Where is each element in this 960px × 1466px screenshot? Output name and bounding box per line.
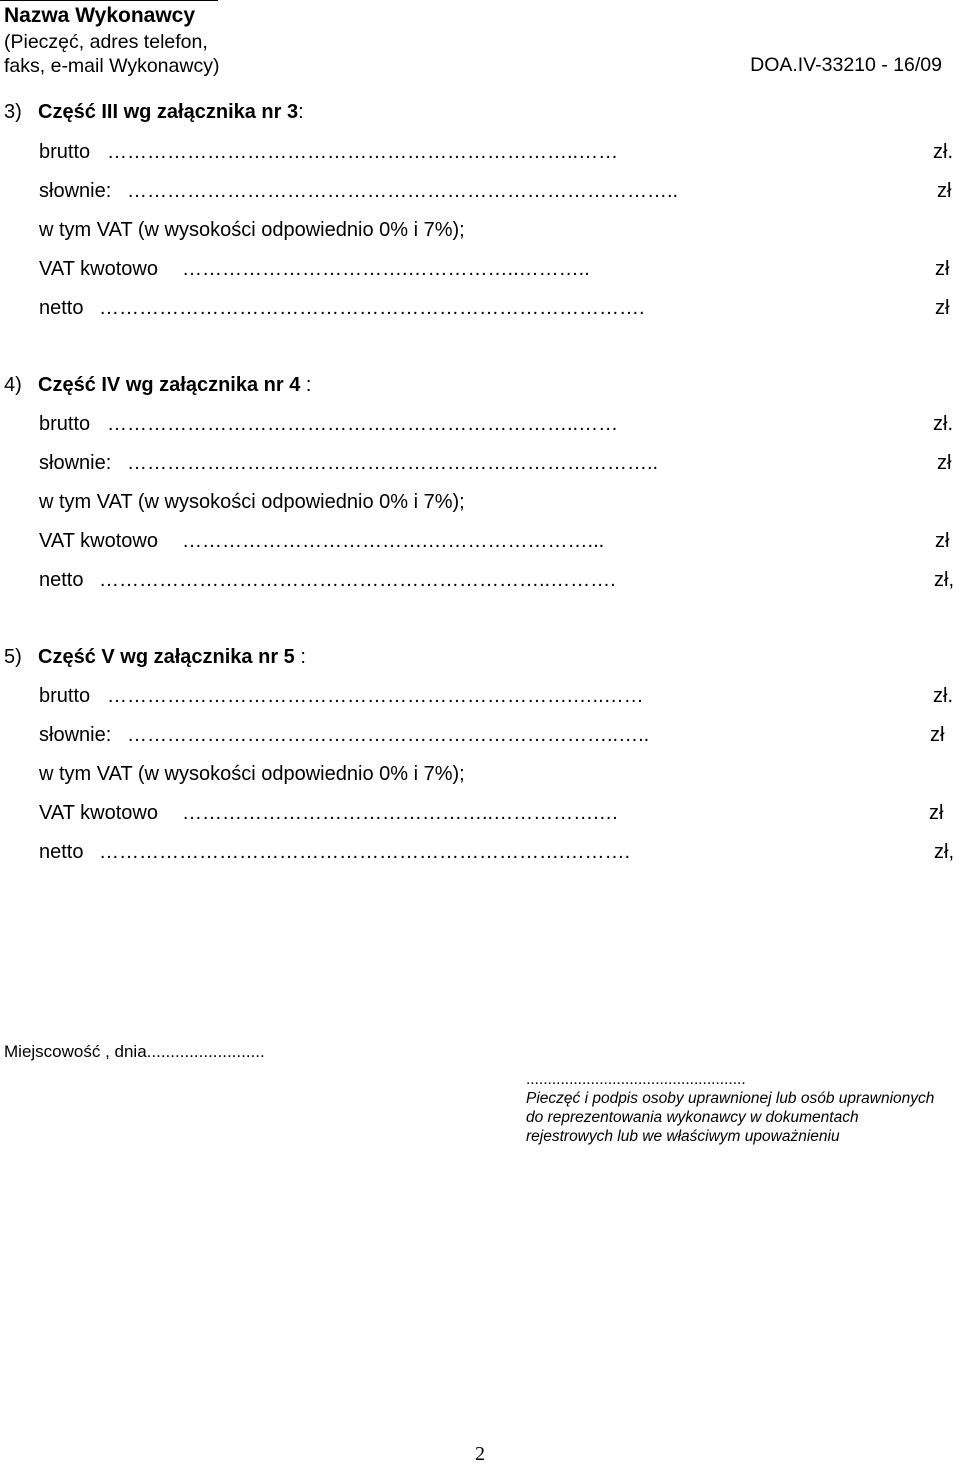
slownie-dots: …………………………………………………………………….. xyxy=(127,452,659,474)
section-title-suffix: : xyxy=(294,646,306,668)
place-and-date: Miejscowość , dnia......................... xyxy=(4,1042,265,1061)
vat-kwotowo-dots: …………………………….……………..……….. xyxy=(182,258,590,280)
slownie-label: słownie: xyxy=(39,180,112,202)
header-top-rule xyxy=(0,0,218,1)
vat-kwotowo-unit: zł xyxy=(935,258,950,280)
brutto-unit: zł. xyxy=(933,413,953,435)
slownie-unit: zł xyxy=(937,180,952,202)
slownie-dots: ………………………………………………………………..….. xyxy=(127,724,650,746)
vat-rate-line: w tym VAT (w wysokości odpowiednio 0% i 7%); xyxy=(39,491,465,513)
slownie-unit: zł xyxy=(930,724,945,746)
slownie-line xyxy=(39,452,958,475)
slownie-line xyxy=(39,724,958,747)
signature-caption-line-1: Pieczęć i podpis osoby uprawnionej lub osób uprawnionych xyxy=(526,1090,935,1107)
section-name: Część V wg załącznika nr 5 xyxy=(38,646,295,668)
document-reference: DOA.IV-33210 - 16/09 xyxy=(750,54,942,76)
slownie-dots: ……………………………………………………………………….. xyxy=(127,180,679,202)
signature-block xyxy=(526,1070,934,1146)
slownie-label: słownie: xyxy=(39,724,112,746)
netto-unit: zł xyxy=(935,297,950,319)
section-name: Część IV wg załącznika nr 4 xyxy=(38,374,301,396)
company-name: Nazwa Wykonawcy xyxy=(4,4,196,27)
company-subtitle: (Pieczęć, adres telefon, faks, e-mail Wykonawcy) xyxy=(4,31,220,77)
vat-kwotowo-dots: ………………………………………..…………….… xyxy=(182,802,619,824)
brutto-unit: zł. xyxy=(933,141,953,163)
vat-kwotowo-line xyxy=(39,258,958,281)
section-number: 4) xyxy=(4,374,22,396)
netto-label: netto xyxy=(39,569,84,591)
brutto-dots: ……………………………………………………………..…… xyxy=(107,141,619,163)
section-title-suffix: : xyxy=(298,101,304,123)
section-number: 5) xyxy=(4,646,22,668)
brutto-line xyxy=(39,685,958,708)
brutto-line xyxy=(39,413,958,436)
netto-label: netto xyxy=(39,841,84,863)
section-name: Część III wg załącznika nr 3 xyxy=(38,101,299,123)
brutto-dots: ……………………………………………………………..…… xyxy=(107,413,619,435)
netto-label: netto xyxy=(39,297,84,319)
brutto-unit: zł. xyxy=(933,685,953,707)
vat-kwotowo-label: VAT kwotowo xyxy=(39,258,158,280)
section-title xyxy=(4,101,304,124)
brutto-label: brutto xyxy=(39,141,91,163)
vat-kwotowo-line xyxy=(39,802,958,825)
vat-kwotowo-label: VAT kwotowo xyxy=(39,530,158,552)
netto-line xyxy=(39,297,958,320)
slownie-line xyxy=(39,180,958,203)
section-title xyxy=(4,646,306,669)
vat-kwotowo-label: VAT kwotowo xyxy=(39,802,158,824)
netto-unit: zł, xyxy=(934,569,954,591)
signature-dots: ................................................... xyxy=(526,1071,746,1088)
slownie-label: słownie: xyxy=(39,452,112,474)
signature-caption-line-2: do reprezentowania wykonawcy w dokumentach xyxy=(526,1109,859,1126)
netto-dots: ………………………………………………………………………. xyxy=(99,297,645,319)
section-title xyxy=(4,374,311,397)
netto-unit: zł, xyxy=(934,841,954,863)
signature-caption-line-3: rejestrowych lub we właściwym upoważnieniu xyxy=(526,1128,840,1145)
brutto-label: brutto xyxy=(39,413,91,435)
section-title-suffix: : xyxy=(300,374,312,396)
slownie-unit: zł xyxy=(937,452,952,474)
page-number: 2 xyxy=(475,1443,485,1465)
section-number: 3) xyxy=(4,101,22,123)
netto-line xyxy=(39,569,958,592)
netto-line xyxy=(39,841,958,864)
brutto-label: brutto xyxy=(39,685,91,707)
vat-kwotowo-line xyxy=(39,530,958,553)
brutto-dots: …………………………………………………………….…..…… xyxy=(107,685,644,707)
netto-dots: …………………………………………………………..………. xyxy=(99,569,616,591)
vat-rate-line: w tym VAT (w wysokości odpowiednio 0% i 7%); xyxy=(39,219,465,241)
vat-rate-line: w tym VAT (w wysokości odpowiednio 0% i 7%); xyxy=(39,763,465,785)
brutto-line xyxy=(39,141,958,164)
vat-kwotowo-dots: ……………………………….……………………... xyxy=(182,530,605,552)
vat-kwotowo-unit: zł xyxy=(929,802,944,824)
netto-dots: …………………………………………………………….………. xyxy=(99,841,631,863)
vat-kwotowo-unit: zł xyxy=(935,530,950,552)
